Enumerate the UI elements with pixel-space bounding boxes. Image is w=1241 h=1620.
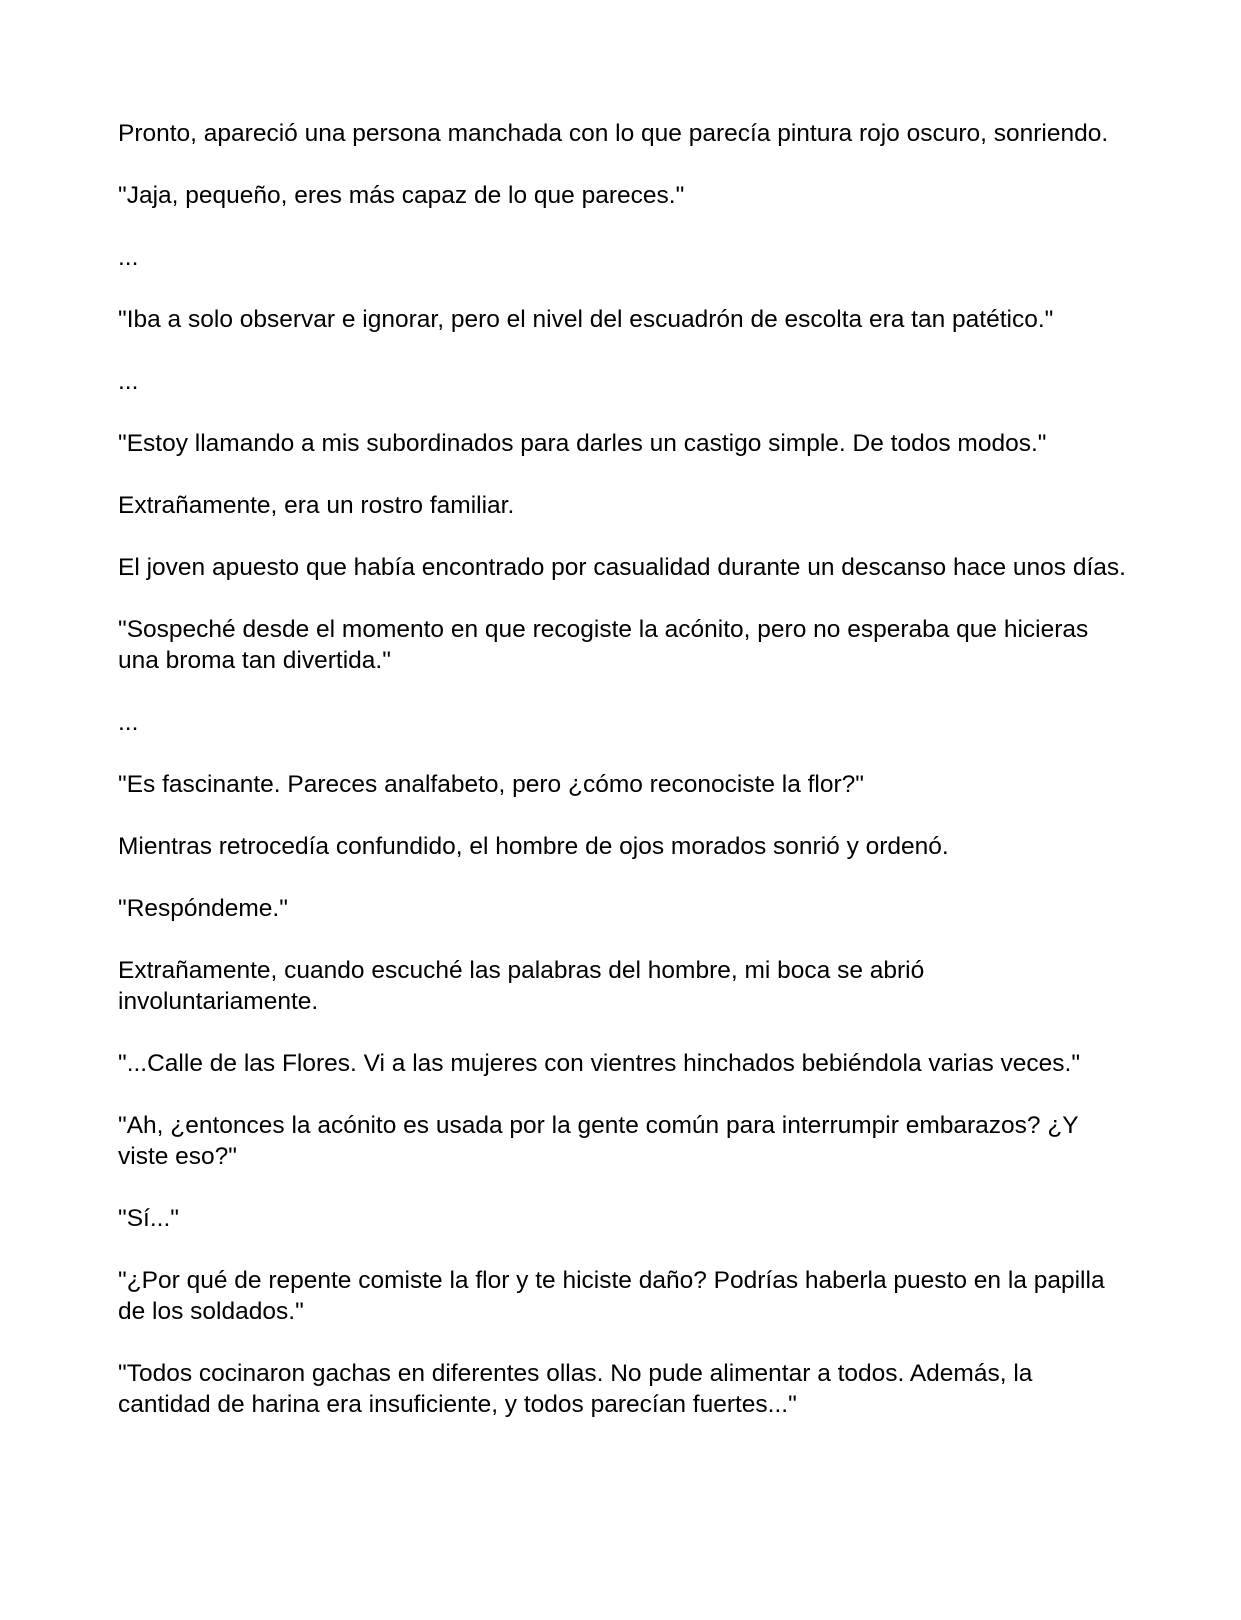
paragraph: "Es fascinante. Pareces analfabeto, pero ¿cómo reconociste la flor?" — [118, 771, 864, 798]
paragraph: Extrañamente, era un rostro familiar. — [118, 492, 515, 519]
paragraph: "¿Por qué de repente comiste la flor y te hiciste daño? Podrías haberla puesto en la papilla de los soldados." — [118, 1267, 1105, 1325]
paragraph: "...Calle de las Flores. Vi a las mujeres con vientres hinchados bebiéndola varias veces." — [118, 1050, 1081, 1077]
paragraph: "Ah, ¿entonces la acónito es usada por la gente común para interrumpir embarazos? ¿Y viste eso?" — [118, 1112, 1079, 1170]
paragraph: ... — [118, 244, 139, 271]
paragraph: "Sospeché desde el momento en que recogiste la acónito, pero no esperaba que hicieras una broma tan divertida." — [118, 616, 1089, 674]
paragraph: Pronto, apareció una persona manchada con lo que parecía pintura rojo oscuro, sonriendo. — [118, 120, 1109, 147]
paragraph: Mientras retrocedía confundido, el hombre de ojos morados sonrió y ordenó. — [118, 833, 949, 860]
document-page — [118, 118, 1128, 1451]
paragraph: Extrañamente, cuando escuché las palabras del hombre, mi boca se abrió involuntariamente. — [118, 957, 925, 1015]
paragraph: El joven apuesto que había encontrado por casualidad durante un descanso hace unos días. — [118, 554, 1126, 581]
paragraph: "Sí..." — [118, 1205, 179, 1232]
paragraph: "Respóndeme." — [118, 895, 288, 922]
paragraph: ... — [118, 709, 139, 736]
paragraph: "Estoy llamando a mis subordinados para darles un castigo simple. De todos modos." — [118, 430, 1047, 457]
paragraph: "Todos cocinaron gachas en diferentes ollas. No pude alimentar a todos. Además, la cantidad de harina era insuficiente, y todos parecían fuertes..." — [118, 1360, 1033, 1418]
paragraph: ... — [118, 368, 139, 395]
paragraph: "Iba a solo observar e ignorar, pero el nivel del escuadrón de escolta era tan patético." — [118, 306, 1054, 333]
paragraph: "Jaja, pequeño, eres más capaz de lo que pareces." — [118, 182, 685, 209]
